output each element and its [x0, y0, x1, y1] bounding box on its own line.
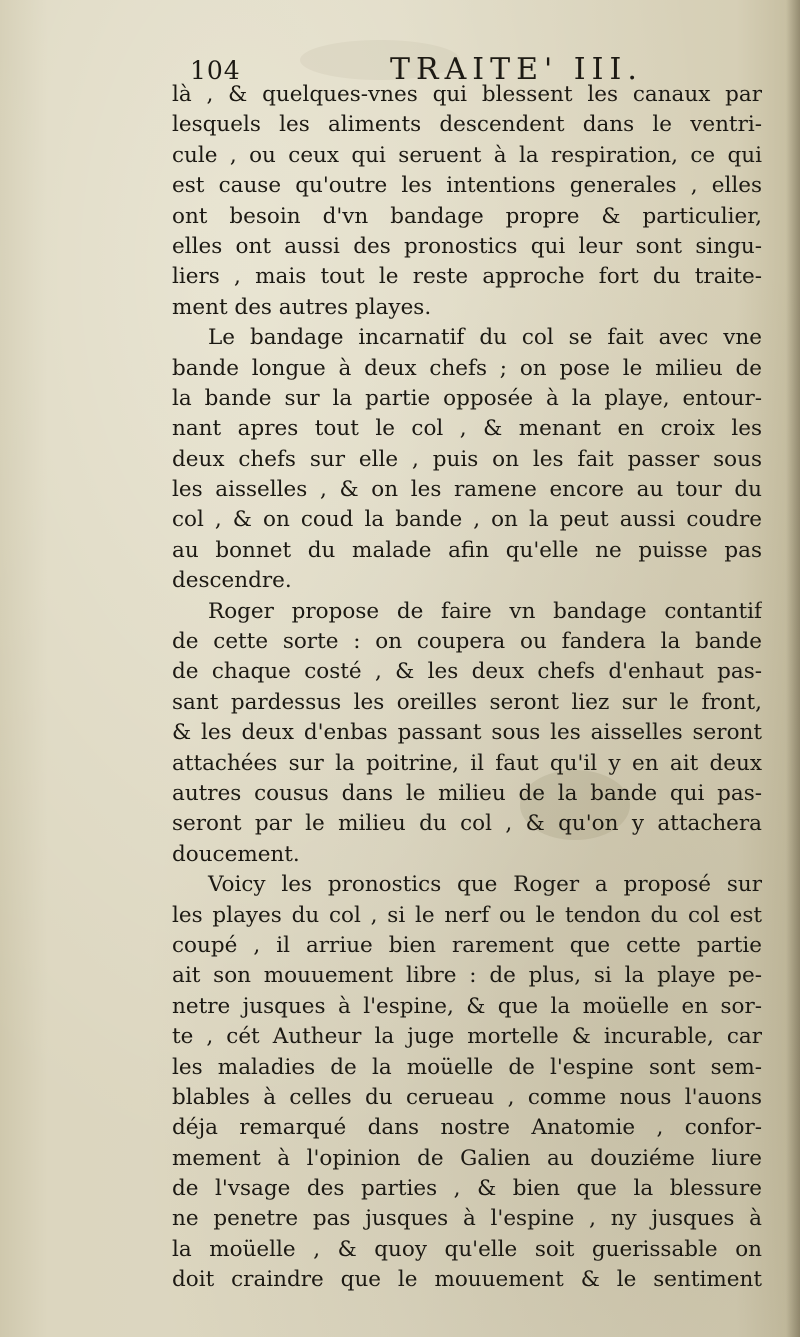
body-text [172, 80, 762, 1296]
paragraph-start: Le bandage incarnatif du col se fait avec vne [208, 325, 762, 351]
text-line: la bande sur la partie opposée à la playe, entour- [172, 385, 762, 411]
text-line: bande longue à deux chefs ; on pose le milieu de [172, 355, 762, 381]
text-line: ont besoin d'vn bandage propre & particulier, [172, 203, 762, 229]
text-line: de chaque costé , & les deux chefs d'enhaut pas- [172, 659, 762, 685]
running-head: TRAITE' III. [390, 52, 643, 87]
paragraph-start: Voicy les pronostics que Roger a proposé sur [208, 872, 762, 898]
text-line: les aisselles , & on les ramene encore au tour du [172, 477, 762, 503]
text-line: autres cousus dans le milieu de la bande qui pas- [172, 780, 762, 806]
text-line: te , cét Autheur la juge mortelle & incurable, car [172, 1024, 762, 1050]
text-line: sant pardessus les oreilles seront liez sur le front, [172, 689, 762, 715]
paragraph-start: Roger propose de faire vn bandage contantif [208, 598, 762, 624]
text-line: de l'vsage des parties , & bien que la blessure [172, 1176, 762, 1202]
text-line: déja remarqué dans nostre Anatomie , confor- [172, 1115, 762, 1141]
text-line: ment des autres playes. [172, 294, 432, 320]
text-line: attachées sur la poitrine, il faut qu'il y en ait deux [172, 750, 762, 776]
text-line: nant apres tout le col , & menant en croix les [172, 416, 762, 442]
text-line: cule , ou ceux qui seruent à la respiration, ce qui [172, 142, 762, 168]
text-line: liers , mais tout le reste approche fort du traite- [172, 264, 762, 290]
text-line: mement à l'opinion de Galien au douziéme liure [172, 1145, 762, 1171]
text-line: les maladies de la moüelle de l'espine sont sem- [172, 1054, 762, 1080]
text-line: blables à celles du cerueau , comme nous l'auons [172, 1084, 762, 1110]
text-line: col , & on coud la bande , on la peut aussi coudre [172, 507, 762, 533]
text-line: les playes du col , si le nerf ou le tendon du col est [172, 902, 762, 928]
text-line: deux chefs sur elle , puis on les fait passer sous [172, 446, 762, 472]
text-line: netre jusques à l'espine, & que la moüelle en sor- [172, 993, 762, 1019]
page-number: 104 [190, 56, 241, 85]
text-line: ne penetre pas jusques à l'espine , ny jusques à [172, 1206, 762, 1232]
text-line: seront par le milieu du col , & qu'on y attachera [172, 811, 762, 837]
text-line: doit craindre que le mouuement & le sentiment [172, 1267, 762, 1293]
text-line: ait son mouuement libre : de plus, si la playe pe- [172, 963, 762, 989]
text-line: lesquels les aliments descendent dans le ventri- [172, 112, 762, 138]
text-line: au bonnet du malade afin qu'elle ne puisse pas [172, 537, 762, 563]
page-edge-shadow [786, 0, 800, 1337]
text-line: descendre. [172, 568, 292, 594]
text-line: elles ont aussi des pronostics qui leur sont singu- [172, 233, 762, 259]
text-line: là , & quelques-vnes qui blessent les canaux par [172, 82, 762, 107]
text-line: coupé , il arriue bien rarement que cette partie [172, 932, 762, 958]
text-line: de cette sorte : on coupera ou fandera la bande [172, 629, 762, 655]
text-line: & les deux d'enbas passant sous les aisselles seront [172, 720, 762, 746]
text-line: doucement. [172, 841, 300, 867]
text-line: la moüelle , & quoy qu'elle soit guerissable on [172, 1236, 762, 1262]
text-line: est cause qu'outre les intentions generales , elles [172, 173, 762, 199]
